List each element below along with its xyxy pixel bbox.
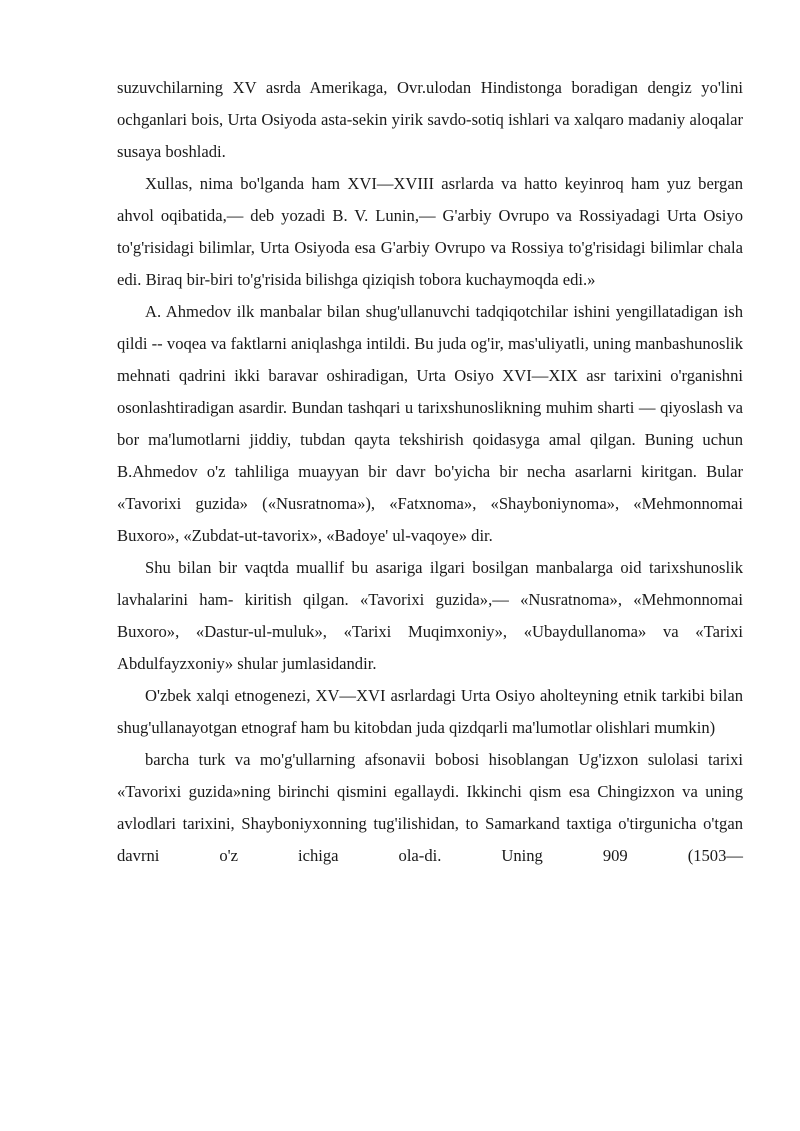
paragraph-3: A. Ahmedov ilk manbalar bilan shug'ullanuvchi tadqiqotchilar ishini yengillatadigan ish qildi -- voqea va faktlarni aniqlashga intildi. Bu juda og'ir, mas'uliyatli, uning manbashunoslik mehnati qadrini ikki baravar oshiradigan, Urta Osiyo XVI—XIX asr tarixini o'rganishni osonlashtiradigan asardir. Bundan tashqari u tarixshunoslikning muhim sharti — qiyoslash va bor ma'lumotlarni jiddiy, tubdan qayta tekshirish qoidasyga amal qilgan. Buning uchun B.Ahmedov o'z tahliliga muayyan bir davr bo'yicha bir necha asarlarni kiritgan. Bular «Tavorixi guzida» («Nusratnoma»), «Fatxnoma», «Shayboniynoma», «Mehmonnomai Buxoro», «Zubdat-ut-tavorix», «Badoye' ul-vaqoye» dir. (117, 302, 743, 545)
document-page (117, 72, 743, 872)
paragraph-5: O'zbek xalqi etnogenezi, XV—XVI asrlardagi Urta Osiyo aholteyning etnik tarkibi bilan shug'ullanayotgan etnograf ham bu kitobdan juda qizdqarli ma'lumotlar olishlari mumkin) (117, 686, 743, 737)
paragraph-2: Xullas, nima bo'lganda ham XVI—XVIII asrlarda va hatto keyinroq ham yuz bergan ahvol oqibatida,— deb yozadi B. V. Lunin,— G'arbiy Ovrupo va Rossiyadagi Urta Osiyo to'g'risidagi bilimlar, Urta Osiyoda esa G'arbiy Ovrupo va Rossiya to'g'risidagi bilimlar chala edi. Biraq bir-biri to'g'risida bilishga qiziqish tobora kuchaymoqda edi.» (117, 174, 743, 289)
paragraph-4: Shu bilan bir vaqtda muallif bu asariga ilgari bosilgan manbalarga oid tarixshunoslik lavhalarini ham- kiritish qilgan. «Tavorixi guzida»,— «Nusratnoma», «Mehmonnomai Buxoro», «Dastur-ul-muluk», «Tarixi Muqimxoniy», «Ubaydullanoma» va «Tarixi Abdulfayzxoniy» shular jumlasidandir. (117, 558, 743, 673)
paragraph-1: suzuvchilarning XV asrda Amerikaga, Ovr.ulodan Hindistonga boradigan dengiz yo'lini ochganlari bois, Urta Osiyoda asta-sekin yirik savdo-sotiq ishlari va xalqaro madaniy aloqalar susaya boshladi. (117, 78, 743, 161)
paragraph-6: barcha turk va mo'g'ullarning afsonavii bobosi hisoblangan Ug'izxon sulolasi tarixi «Tavorixi guzida»ning birinchi qismini egallaydi. Ikkinchi qism esa Chingizxon va uning avlodlari tarixini, Shayboniyxonning tug'ilishidan, to Samarkand taxtiga o'tirgunicha o'tgan davrni o'z ichiga ola-di. Uning 909 (1503— (117, 750, 743, 865)
